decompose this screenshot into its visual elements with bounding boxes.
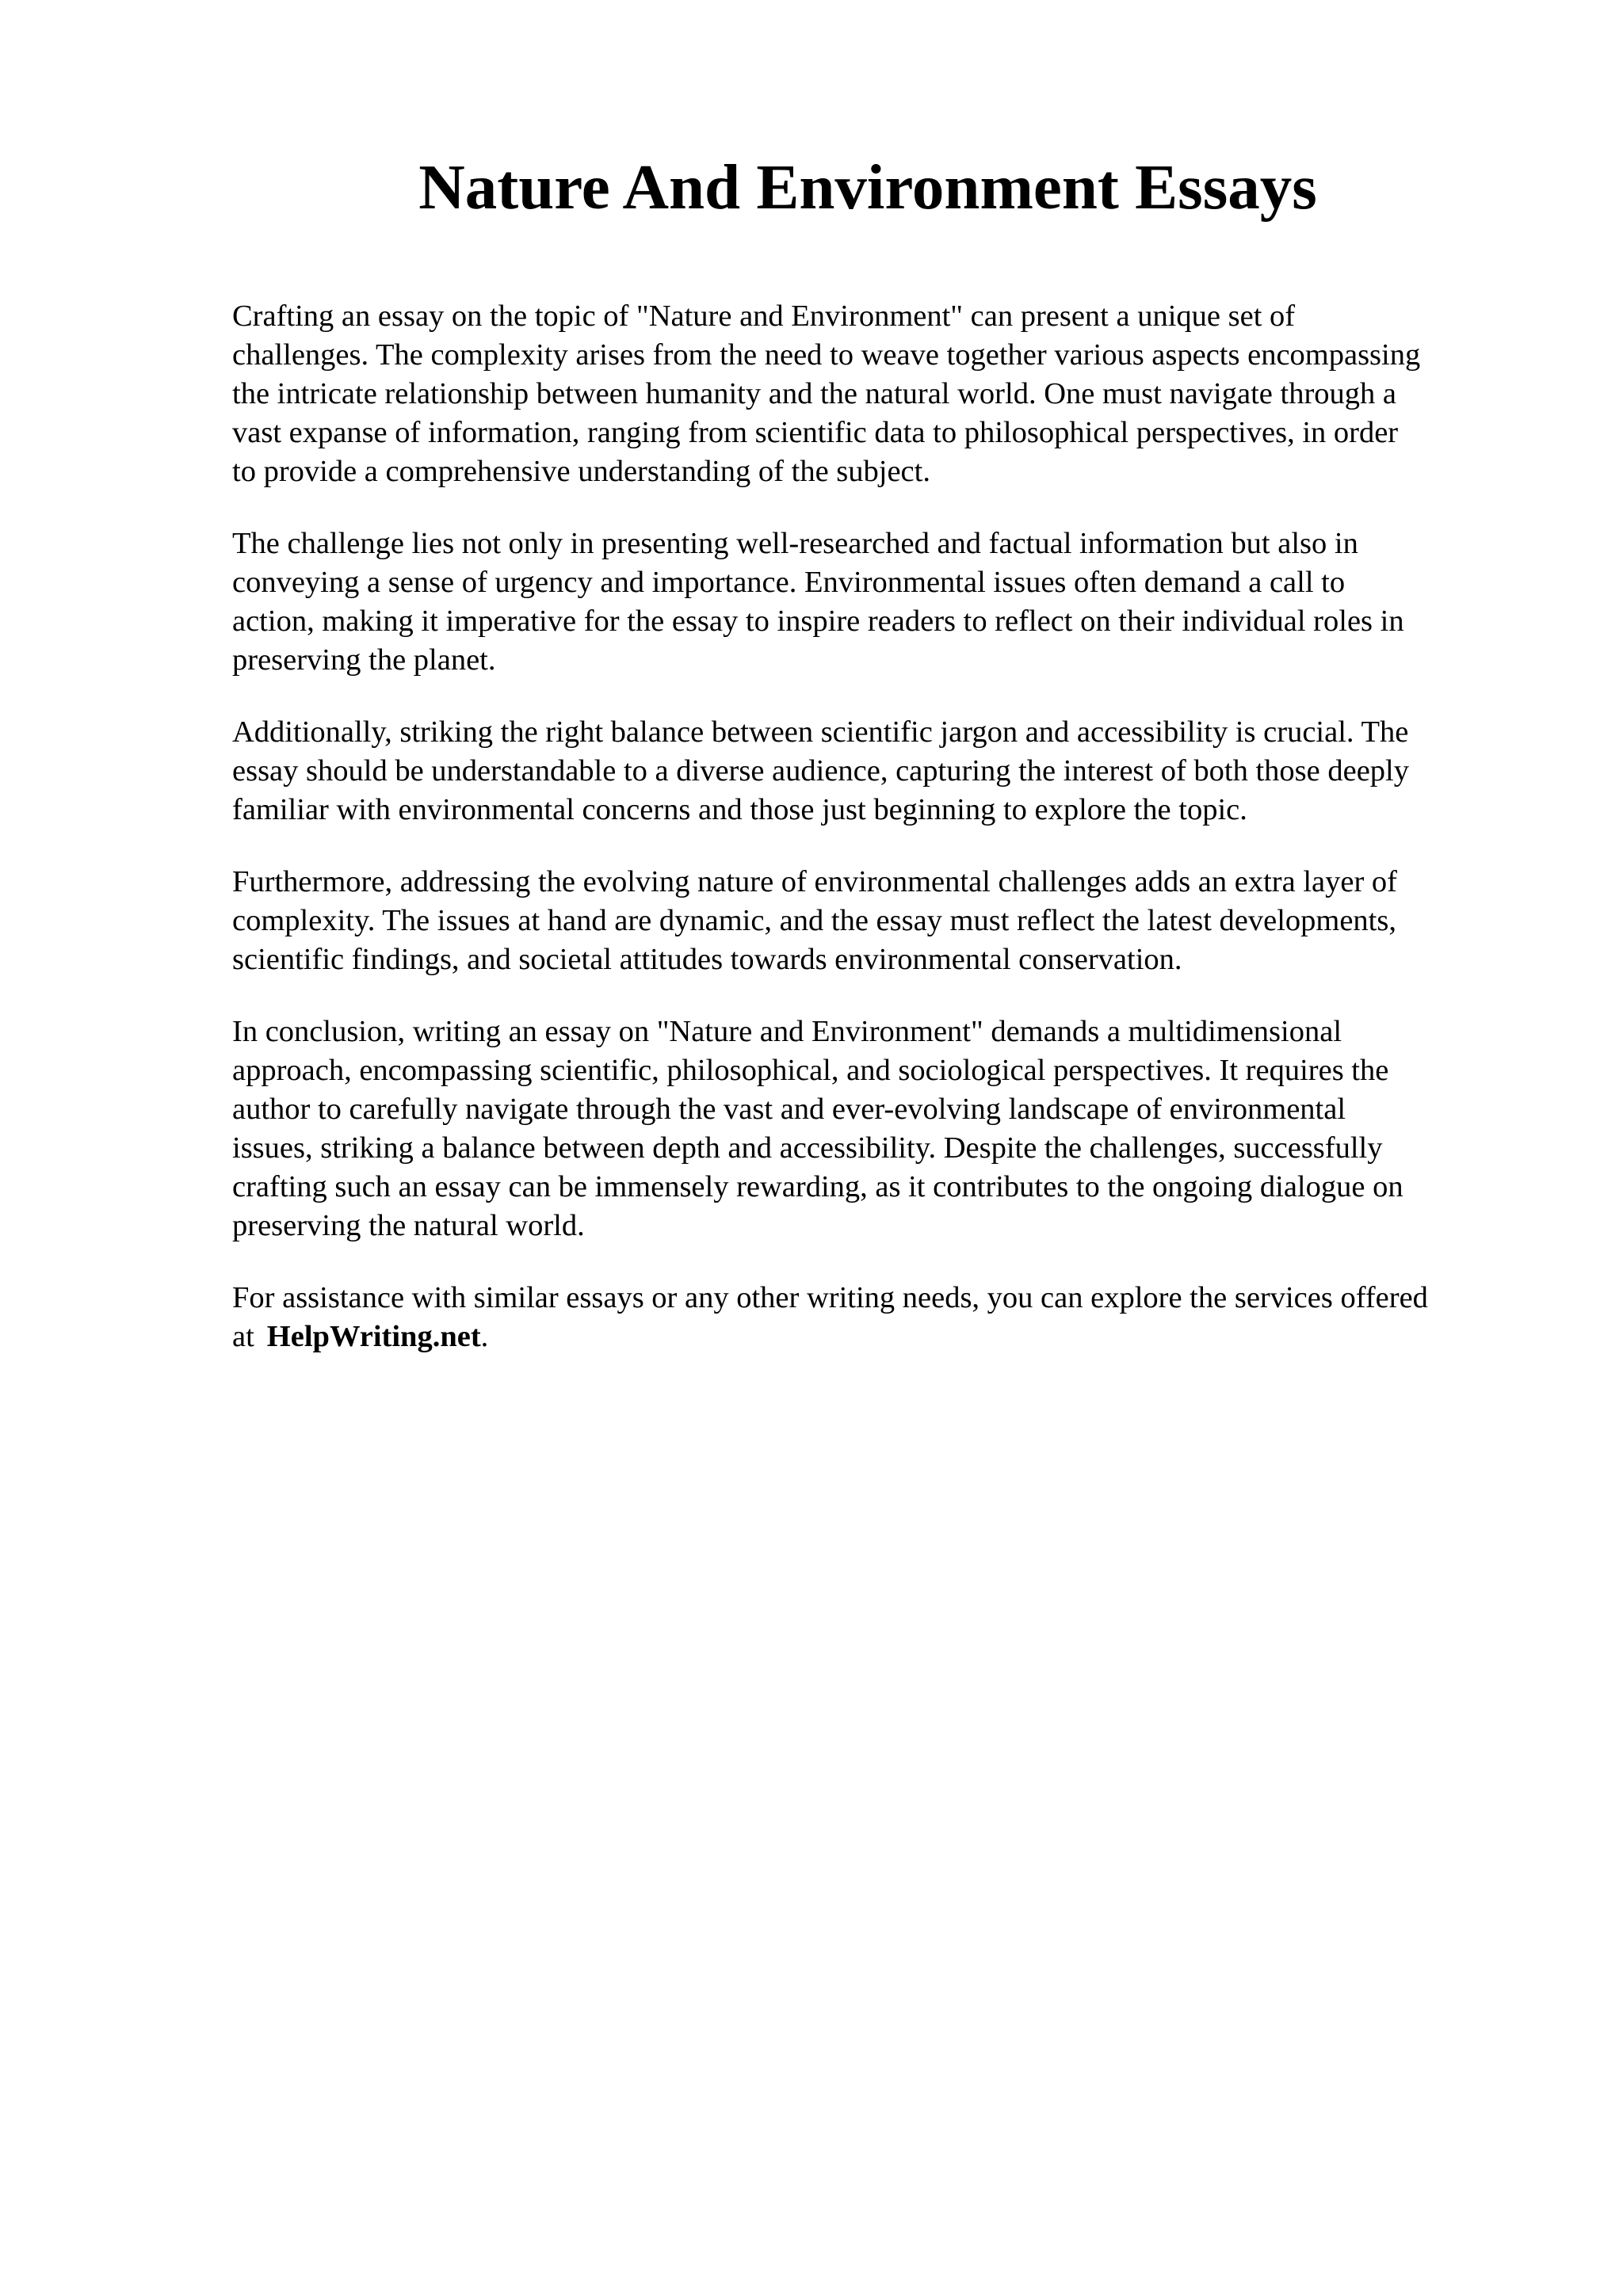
paragraph-line: preserving the planet. [232,643,496,677]
paragraph-line: challenges. The complexity arises from the need to weave together various aspects encompassing [232,338,1421,372]
paragraph-3 [232,713,1532,830]
page-title: Nature And Environment Essays [418,151,1317,223]
closing-paragraph [232,1279,1532,1356]
paragraph-1 [232,297,1532,491]
paragraph-line: issues, striking a balance between depth and accessibility. Despite the challenges, successfully [232,1131,1383,1165]
paragraph-line: crafting such an essay can be immensely rewarding, as it contributes to the ongoing dialogue on [232,1170,1403,1203]
paragraph-line: essay should be understandable to a diverse audience, capturing the interest of both those deeply [232,754,1409,788]
paragraph-line: Furthermore, addressing the evolving nature of environmental challenges adds an extra layer of [232,865,1397,898]
essay-body [232,297,1532,1390]
paragraph-line: Crafting an essay on the topic of "Nature and Environment" can present a unique set of [232,299,1296,333]
paragraph-line: familiar with environmental concerns and those just beginning to explore the topic. [232,793,1247,826]
paragraph-line: approach, encompassing scientific, philosophical, and sociological perspectives. It requires the [232,1054,1389,1087]
paragraph-line: The challenge lies not only in presenting well-researched and factual information but also in [232,527,1358,560]
paragraph-line: In conclusion, writing an essay on "Nature and Environment" demands a multidimensional [232,1015,1342,1048]
paragraph-5 [232,1013,1532,1245]
paragraph-line: author to carefully navigate through the vast and ever-evolving landscape of environmental [232,1093,1346,1126]
paragraph-line: to provide a comprehensive understanding of the subject. [232,455,930,488]
paragraph-line: action, making it imperative for the essay to inspire readers to reflect on their individual roles in [232,605,1404,638]
paragraph-line: scientific findings, and societal attitudes towards environmental conservation. [232,943,1182,976]
closing-suffix: . [480,1320,489,1353]
paragraph-line: vast expanse of information, ranging from scientific data to philosophical perspectives, in order [232,416,1399,449]
paragraph-line: the intricate relationship between humanity and the natural world. One must navigate through a [232,377,1396,410]
paragraph-4 [232,863,1532,979]
paragraph-line: conveying a sense of urgency and importance. Environmental issues often demand a call to [232,566,1346,599]
paragraph-line: preserving the natural world. [232,1209,585,1242]
paragraph-line: complexity. The issues at hand are dynamic, and the essay must reflect the latest developments, [232,904,1396,937]
paragraph-line: Additionally, striking the right balance between scientific jargon and accessibility is crucial. The [232,715,1409,749]
helpwriting-link[interactable]: HelpWriting.net [266,1320,481,1353]
closing-line-2 [232,1318,1532,1356]
paragraph-2 [232,524,1532,680]
closing-prefix: at [232,1320,254,1353]
closing-line-1: For assistance with similar essays or any other writing needs, you can explore the services offered [232,1281,1428,1314]
